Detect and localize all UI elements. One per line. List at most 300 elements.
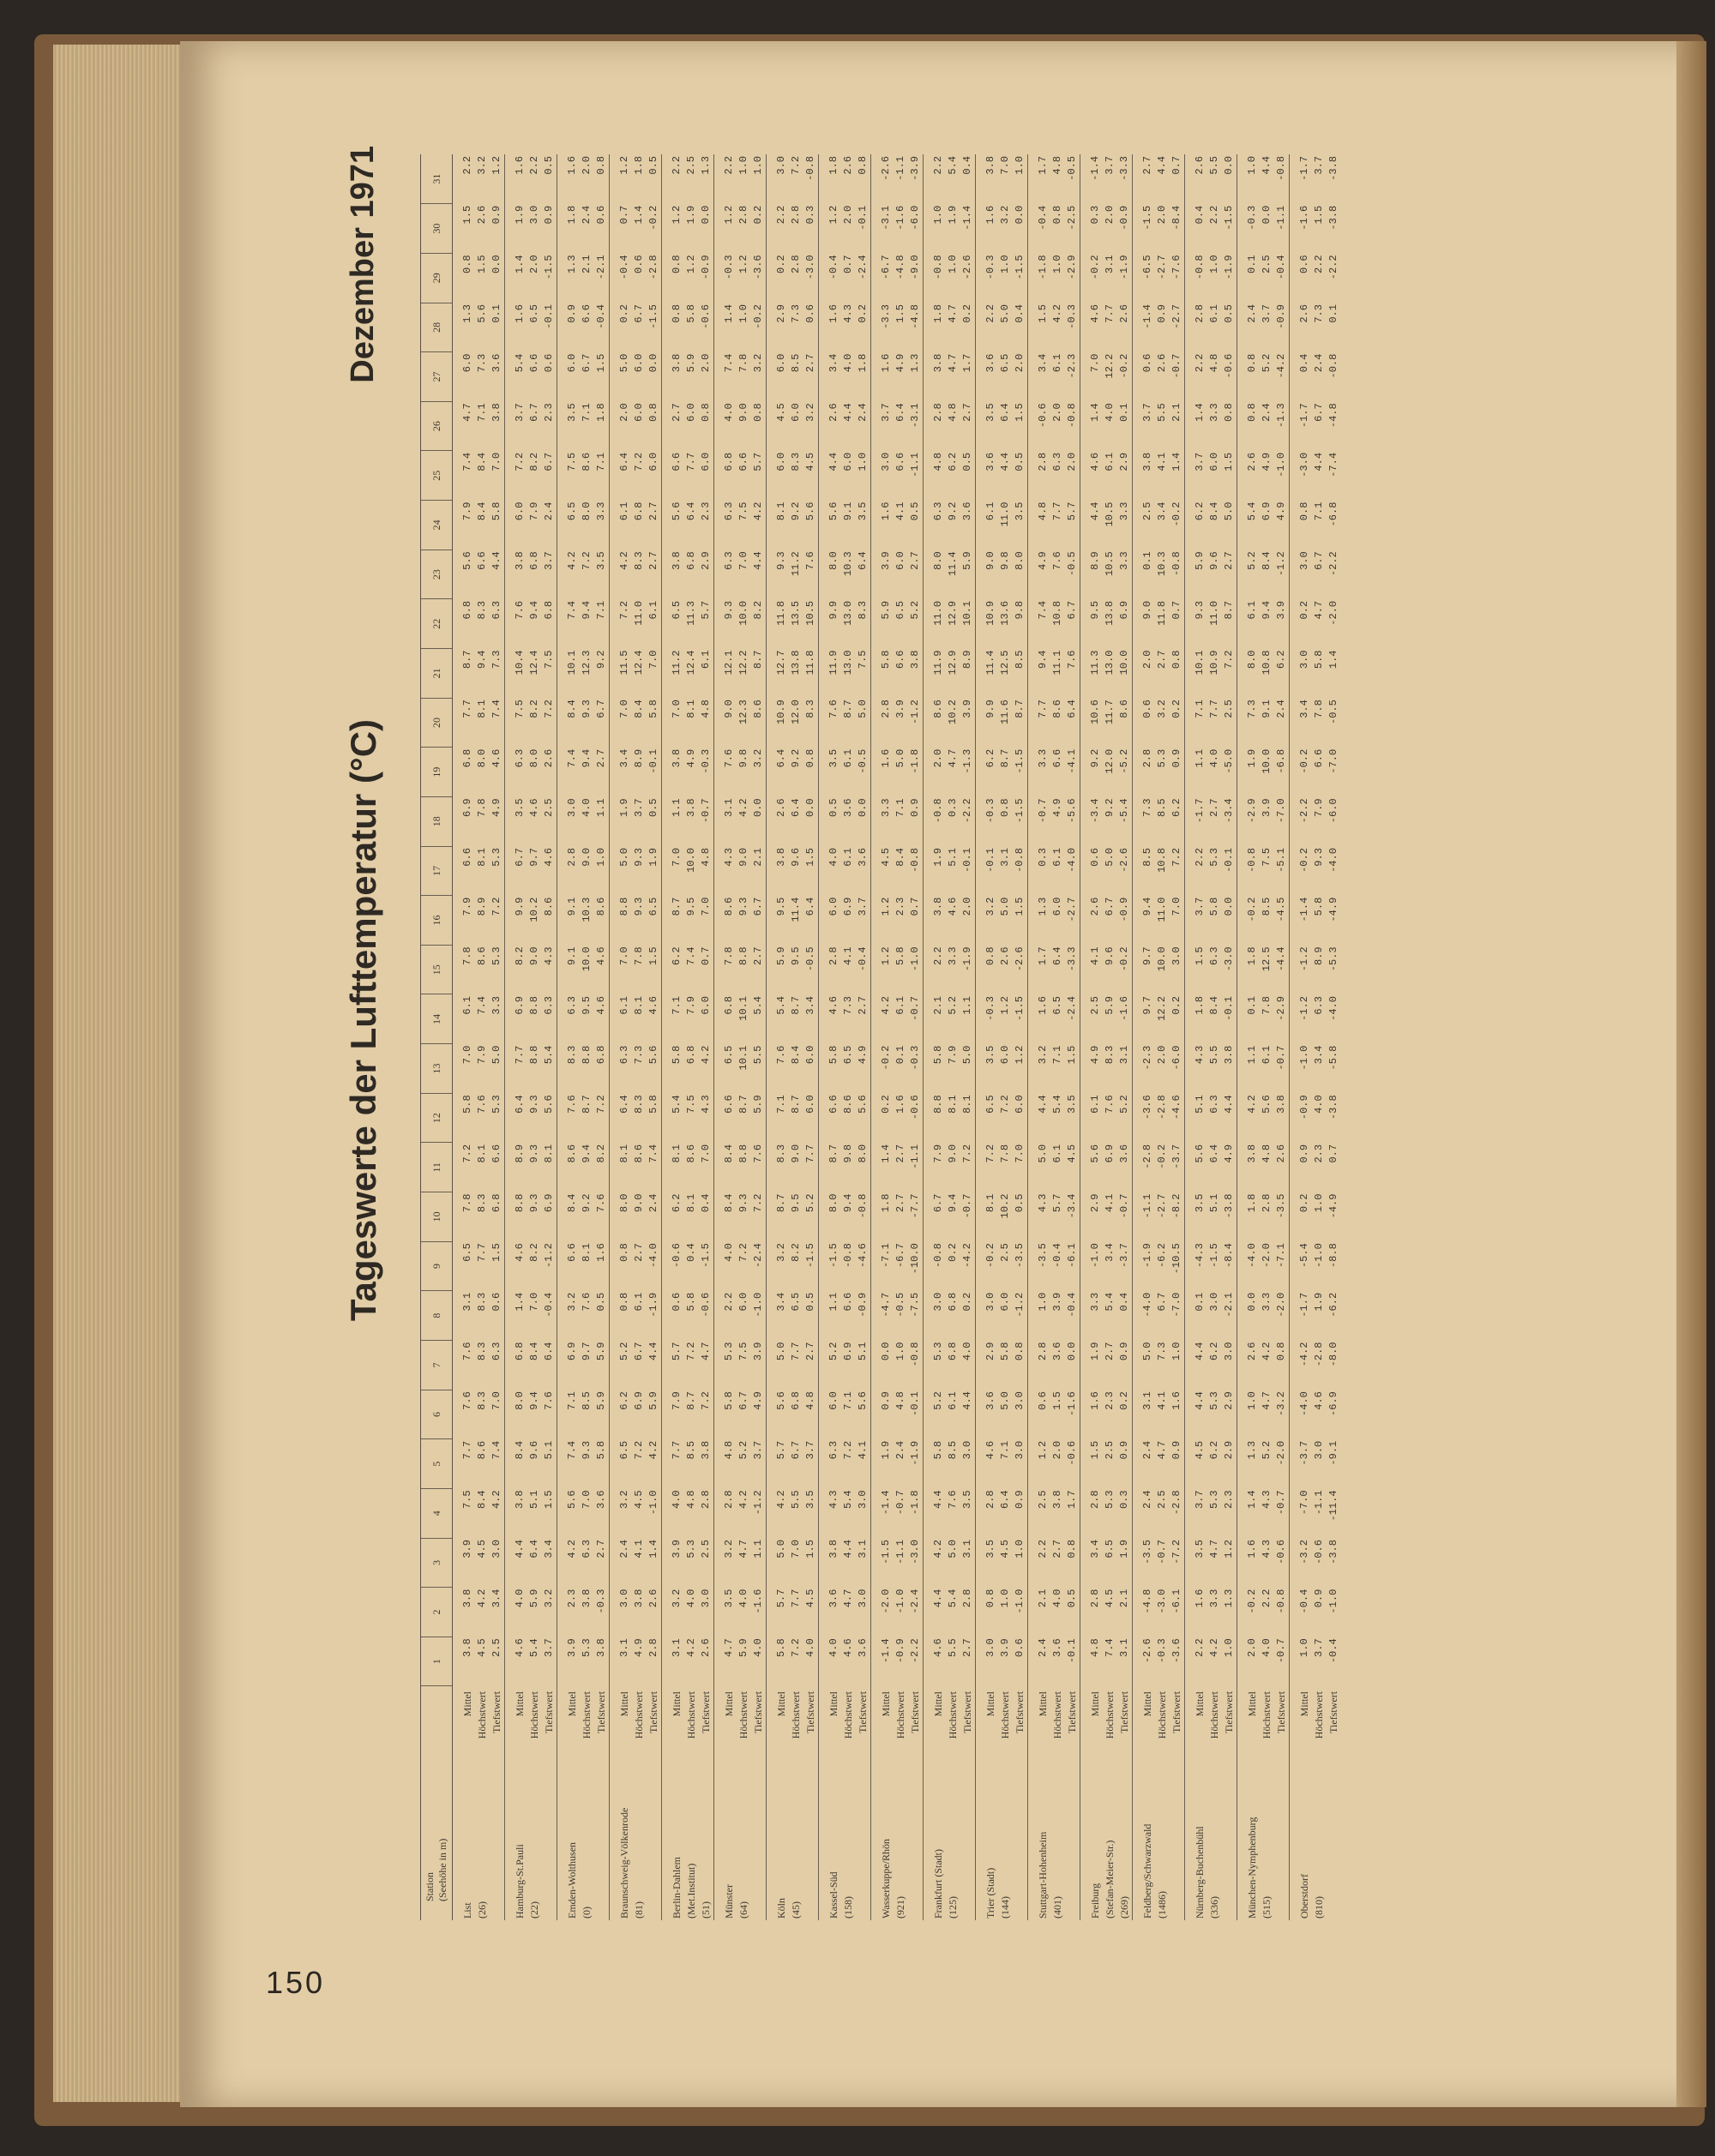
temperature-cell: 1.0 [1237, 1390, 1261, 1439]
temperature-cell: 12.5 [999, 650, 1011, 676]
temperature-cell: 7.2 [461, 1144, 473, 1163]
temperature-cell: 9.3 [737, 1193, 749, 1213]
row-label: Mittel [871, 1686, 894, 1756]
temperature-cell: -5.2 [1118, 748, 1130, 774]
temperature-cell: 0.1 [490, 304, 502, 323]
temperature-cell: -8.4 [1170, 205, 1182, 231]
temperature-cell: 1.6 [1237, 1538, 1261, 1588]
temperature-cell: 7.2 [505, 451, 528, 501]
temperature-cell: 3.8 [461, 1638, 473, 1657]
temperature-cell: 4.0 [804, 1638, 816, 1657]
temperature-cell: 9.9 [505, 896, 528, 946]
temperature-cell: 5.4 [947, 1588, 959, 1608]
temperature-cell: -7.1 [1275, 1243, 1287, 1269]
temperature-cell: 1.0 [1237, 154, 1261, 204]
temperature-cell: 7.2 [737, 1243, 749, 1262]
temperature-cell: 7.2 [700, 1391, 712, 1410]
temperature-cell: -0.5 [804, 946, 816, 972]
station-name: Hamburg-St.Pauli [505, 1756, 528, 1920]
temperature-cell: 2.9 [976, 1340, 999, 1390]
temperature-cell: 3.8 [767, 846, 790, 896]
temperature-cell: 7.0 [581, 1490, 593, 1510]
temperature-cell: 0.9 [1170, 748, 1182, 768]
temperature-cell: 8.7 [685, 1391, 697, 1410]
temperature-cell: 9.7 [1133, 945, 1156, 994]
temperature-cell: 7.6 [804, 551, 816, 570]
temperature-cell: 8.7 [1223, 600, 1235, 620]
temperature-cell: 2.5 [1223, 700, 1235, 718]
temperature-cell: 3.7 [633, 798, 645, 818]
temperature-cell: 0.8 [1014, 1342, 1026, 1361]
table-row [1222, 154, 1237, 1920]
temperature-cell: 12.2 [1156, 996, 1168, 1021]
temperature-cell: 0.2 [752, 205, 764, 225]
temperature-cell: 7.1 [581, 403, 593, 422]
temperature-cell: 6.7 [1066, 600, 1078, 620]
temperature-cell: -3.3 [1118, 156, 1130, 181]
temperature-cell: 4.4 [1080, 501, 1104, 550]
day-header: 11 [421, 1143, 453, 1192]
temperature-cell: 1.2 [871, 896, 894, 946]
temperature-cell: 4.2 [647, 1440, 659, 1460]
temperature-cell: 0.0 [1237, 1291, 1261, 1341]
temperature-cell: 8.7 [819, 1143, 842, 1192]
temperature-cell: 8.4 [528, 1342, 540, 1361]
table-row [490, 154, 505, 1920]
temperature-cell: 1.4 [647, 1540, 659, 1558]
temperature-cell: -3.8 [1327, 1540, 1339, 1564]
temperature-cell: 6.5 [999, 353, 1011, 373]
temperature-cell: -0.6 [1028, 401, 1051, 451]
temperature-cell: 7.1 [557, 1390, 581, 1439]
temperature-cell: 1.0 [595, 848, 607, 867]
temperature-cell: 1.3 [557, 253, 581, 303]
temperature-cell: 2.6 [1290, 303, 1313, 352]
temperature-cell: 5.0 [767, 1340, 790, 1390]
temperature-cell: 7.9 [947, 1045, 959, 1065]
station-spacer [542, 1756, 557, 1920]
temperature-cell: 4.4 [842, 403, 854, 422]
temperature-cell: 9.2 [790, 748, 802, 768]
temperature-cell: -0.2 [1290, 846, 1313, 896]
temperature-cell: -2.4 [857, 255, 869, 280]
temperature-cell: 10.9 [976, 599, 999, 649]
temperature-cell: 5.0 [857, 700, 869, 718]
temperature-cell: 2.8 [790, 205, 802, 225]
row-label: Tiefstwert [490, 1691, 502, 1733]
temperature-cell: 4.4 [490, 551, 502, 570]
temperature-cell: 4.6 [595, 996, 607, 1015]
temperature-cell: -0.6 [1223, 353, 1235, 379]
temperature-cell: 12.1 [714, 649, 737, 699]
temperature-cell: 7.6 [543, 1391, 555, 1410]
temperature-cell: 2.8 [924, 401, 947, 451]
temperature-cell: 7.8 [999, 1144, 1011, 1163]
page-number: 150 [266, 1965, 326, 2000]
station-elevation: (269) [1118, 1896, 1130, 1919]
temperature-cell: 1.0 [1223, 1638, 1235, 1657]
temperature-cell: 4.4 [1223, 1095, 1235, 1114]
temperature-cell: 4.4 [647, 1342, 659, 1361]
temperature-cell: 7.7 [662, 1439, 685, 1489]
table-row [894, 154, 908, 1920]
temperature-cell: 2.2 [662, 154, 685, 204]
temperature-cell: 6.0 [804, 1045, 816, 1065]
temperature-cell: 6.6 [528, 353, 540, 373]
temperature-cell: 0.4 [1185, 204, 1208, 254]
temperature-cell: 3.6 [819, 1588, 842, 1637]
temperature-cell: 2.0 [924, 748, 947, 797]
temperature-cell: 6.5 [557, 501, 581, 550]
temperature-cell: 4.2 [737, 798, 749, 818]
temperature-cell: -2.6 [1133, 1637, 1156, 1686]
temperature-cell: 7.2 [543, 700, 555, 718]
temperature-cell: 11.0 [999, 501, 1011, 527]
temperature-cell: 9.4 [1133, 896, 1156, 946]
temperature-cell: -0.6 [1275, 1540, 1287, 1564]
temperature-cell: -1.7 [1290, 154, 1313, 204]
temperature-cell: 8.9 [476, 897, 488, 916]
temperature-cell: 10.2 [528, 897, 540, 922]
temperature-cell: 8.3 [476, 1292, 488, 1312]
temperature-cell: -1.5 [871, 1538, 894, 1588]
temperature-cell: 0.3 [1118, 1490, 1130, 1510]
station-spacer [960, 1756, 976, 1920]
temperature-cell: 3.0 [857, 1588, 869, 1608]
row-label: Höchstwert [1313, 1691, 1325, 1739]
temperature-cell: 8.2 [528, 700, 540, 718]
temperature-cell: 7.5 [737, 1342, 749, 1361]
temperature-cell: 2.7 [909, 551, 921, 570]
temperature-cell: 0.6 [1014, 1638, 1026, 1657]
temperature-cell: 6.3 [1051, 452, 1063, 471]
temperature-cell: 2.6 [1237, 1340, 1261, 1390]
temperature-cell: 5.0 [999, 304, 1011, 323]
temperature-cell: 4.1 [1156, 452, 1168, 471]
temperature-cell: 4.0 [842, 353, 854, 373]
temperature-cell: 6.1 [1051, 848, 1063, 867]
temperature-cell: 8.1 [961, 1095, 973, 1114]
temperature-cell: -2.0 [871, 1588, 894, 1637]
temperature-cell: 3.9 [894, 700, 906, 718]
temperature-cell: 8.4 [1208, 996, 1220, 1015]
temperature-cell: -0.1 [543, 304, 555, 329]
temperature-cell: 0.8 [976, 1588, 999, 1637]
temperature-cell: 1.0 [1290, 1637, 1313, 1686]
temperature-cell: 3.9 [662, 1538, 685, 1588]
temperature-cell: 8.0 [819, 1192, 842, 1242]
temperature-cell: 7.4 [1028, 599, 1051, 649]
temperature-cell: 1.4 [1170, 452, 1182, 471]
temperature-cell: 4.9 [490, 798, 502, 818]
temperature-cell: -1.4 [1080, 154, 1104, 204]
station-elevation: (810) [1313, 1896, 1325, 1919]
temperature-cell: 0.6 [543, 353, 555, 373]
table-row [960, 154, 976, 1920]
table-row [699, 154, 714, 1920]
temperature-cell: 6.0 [1014, 1095, 1026, 1114]
temperature-cell: 6.6 [662, 451, 685, 501]
temperature-cell: 3.5 [1185, 1538, 1208, 1588]
temperature-cell: 6.3 [1313, 996, 1325, 1015]
temperature-cell: -1.4 [1290, 896, 1313, 946]
temperature-cell: 6.0 [819, 896, 842, 946]
temperature-cell: 3.3 [595, 501, 607, 521]
temperature-cell: 6.0 [647, 452, 659, 471]
temperature-cell: 4.3 [714, 846, 737, 896]
temperature-cell: 4.1 [1104, 1193, 1116, 1213]
temperature-cell: -2.2 [1327, 255, 1339, 280]
temperature-cell: -0.8 [1327, 353, 1339, 379]
temperature-cell: 7.8 [476, 798, 488, 818]
temperature-cell: 4.2 [767, 1488, 790, 1538]
temperature-cell: 2.5 [543, 798, 555, 818]
temperature-cell: -9.1 [1327, 1440, 1339, 1466]
temperature-cell: 0.1 [894, 1045, 906, 1065]
temperature-cell: 3.8 [505, 550, 528, 599]
temperature-cell: 3.8 [581, 1588, 593, 1608]
temperature-cell: -3.4 [1066, 1193, 1078, 1219]
temperature-cell: 1.2 [685, 255, 697, 273]
temperature-cell: 7.2 [961, 1144, 973, 1163]
temperature-cell: 5.7 [767, 1439, 790, 1489]
table-row [1080, 154, 1104, 1920]
temperature-cell: 5.6 [461, 551, 473, 570]
temperature-cell: 5.8 [647, 700, 659, 718]
temperature-cell: 5.2 [610, 1340, 633, 1390]
temperature-cell: 9.9 [819, 599, 842, 649]
temperature-cell: -0.2 [871, 1044, 894, 1094]
temperature-cell: 5.1 [543, 1440, 555, 1460]
temperature-cell: 7.0 [610, 698, 633, 748]
day-header: 14 [421, 994, 453, 1044]
day-header: 16 [421, 896, 453, 946]
temperature-cell: 5.7 [700, 600, 712, 620]
temperature-cell: 3.0 [1014, 1391, 1026, 1410]
temperature-cell: 6.3 [714, 550, 737, 599]
temperature-cell: 8.6 [685, 1144, 697, 1163]
temperature-cell: -2.2 [909, 1638, 921, 1664]
temperature-cell: -0.7 [894, 1490, 906, 1516]
temperature-cell: 7.8 [633, 946, 645, 965]
temperature-cell: 2.2 [1208, 205, 1220, 225]
temperature-cell: 2.3 [894, 897, 906, 916]
temperature-cell: 4.0 [752, 1638, 764, 1657]
temperature-cell: -3.5 [1133, 1538, 1156, 1588]
temperature-cell: 6.4 [543, 1342, 555, 1361]
temperature-cell: 1.5 [595, 353, 607, 373]
temperature-cell: -4.1 [1066, 748, 1078, 774]
temperature-cell: 3.7 [1313, 1638, 1325, 1657]
temperature-cell: 1.6 [505, 154, 528, 204]
temperature-cell: 3.8 [505, 1488, 528, 1538]
temperature-cell: 9.0 [947, 1144, 959, 1163]
temperature-cell: 1.3 [700, 156, 712, 175]
temperature-cell: -0.3 [700, 748, 712, 774]
temperature-cell: 8.8 [610, 896, 633, 946]
temperature-cell: 3.8 [662, 550, 685, 599]
temperature-cell: 2.2 [714, 154, 737, 204]
temperature-cell: 2.7 [894, 1144, 906, 1163]
temperature-cell: 0.7 [842, 255, 854, 273]
temperature-cell: -1.7 [1185, 796, 1208, 846]
day-header: 3 [421, 1538, 453, 1588]
temperature-cell: 5.8 [1313, 897, 1325, 916]
temperature-cell: 3.9 [961, 700, 973, 718]
temperature-cell: 6.7 [924, 1192, 947, 1242]
temperature-cell: 5.0 [1223, 501, 1235, 521]
temperature-cell: 2.3 [557, 1588, 581, 1637]
temperature-cell: 4.6 [924, 1637, 947, 1686]
temperature-cell: 4.5 [476, 1638, 488, 1657]
temperature-cell: 0.7 [1327, 1144, 1339, 1163]
temperature-cell: 5.7 [662, 1340, 685, 1390]
temperature-cell: 3.4 [543, 1540, 555, 1558]
temperature-cell: 2.5 [1104, 1440, 1116, 1460]
temperature-cell: 7.2 [685, 1342, 697, 1361]
temperature-cell: 9.2 [581, 1193, 593, 1213]
temperature-cell: 3.6 [961, 501, 973, 521]
temperature-cell: 12.3 [737, 700, 749, 724]
temperature-cell: -0.9 [1118, 205, 1130, 231]
temperature-cell: 3.9 [1261, 798, 1273, 818]
temperature-cell: 8.0 [476, 748, 488, 768]
temperature-cell: 0.0 [1014, 205, 1026, 225]
temperature-cell: 7.9 [461, 897, 473, 916]
temperature-cell: 6.0 [633, 403, 645, 422]
temperature-cell: -4.8 [909, 304, 921, 329]
temperature-cell: 6.3 [610, 1044, 633, 1094]
temperature-cell: 0.2 [1170, 700, 1182, 718]
temperature-cell: 4.0 [662, 1488, 685, 1538]
temperature-cell: 4.2 [610, 550, 633, 599]
temperature-cell: -3.0 [909, 1540, 921, 1564]
temperature-cell: 7.7 [461, 1440, 473, 1460]
temperature-cell: -6.1 [1066, 1243, 1078, 1269]
temperature-cell: 5.0 [947, 1540, 959, 1558]
temperature-cell: 3.8 [924, 352, 947, 402]
temperature-cell: 6.4 [685, 501, 697, 521]
temperature-cell: 1.3 [461, 304, 473, 323]
temperature-cell: 4.9 [1028, 550, 1051, 599]
temperature-cell: 1.2 [871, 945, 894, 994]
temperature-cell: 8.1 [662, 1143, 685, 1192]
temperature-cell: 2.6 [999, 946, 1011, 965]
table-row [1103, 154, 1117, 1920]
temperature-cell: 0.0 [1223, 897, 1235, 916]
temperature-cell: 12.7 [767, 649, 790, 699]
temperature-cell: 10.0 [737, 600, 749, 626]
temperature-cell: 1.0 [1051, 255, 1063, 273]
temperature-cell: -0.4 [819, 253, 842, 303]
day-header: 20 [421, 698, 453, 748]
temperature-cell: -4.0 [1133, 1291, 1156, 1341]
temperature-cell: -1.1 [894, 1540, 906, 1564]
temperature-cell: 4.7 [1156, 1440, 1168, 1460]
temperature-cell: 1.4 [1080, 401, 1104, 451]
temperature-cell: 5.2 [1118, 1095, 1130, 1114]
temperature-cell: -1.8 [909, 748, 921, 774]
temperature-cell: 9.0 [790, 1144, 802, 1163]
temperature-cell: 2.2 [1028, 1538, 1051, 1588]
temperature-cell: 7.6 [581, 1292, 593, 1312]
temperature-cell: 2.6 [476, 205, 488, 225]
row-label: Höchstwert [1208, 1691, 1220, 1739]
station-elevation: (158) [842, 1896, 854, 1919]
temperature-cell: -0.5 [1327, 700, 1339, 724]
temperature-cell: 3.7 [1185, 451, 1208, 501]
temperature-cell: 3.7 [1104, 156, 1116, 175]
temperature-cell: -0.1 [976, 846, 999, 896]
temperature-cell: 3.8 [924, 896, 947, 946]
temperature-cell: 5.8 [490, 501, 502, 521]
temperature-cell: 7.6 [557, 1093, 581, 1143]
temperature-cell: -0.5 [1066, 551, 1078, 577]
temperature-cell: 5.4 [1104, 1292, 1116, 1312]
temperature-cell: 8.3 [476, 1342, 488, 1361]
table-row [1237, 154, 1261, 1920]
temperature-cell: 6.9 [543, 1193, 555, 1213]
temperature-cell: 3.3 [1208, 1588, 1220, 1608]
temperature-cell: 7.0 [1014, 1144, 1026, 1163]
temperature-cell: 7.7 [790, 1588, 802, 1608]
temperature-cell: 1.1 [595, 798, 607, 818]
station-name: Berlin-Dahlem [662, 1756, 685, 1920]
day-header: 1 [421, 1637, 453, 1686]
temperature-cell: 3.6 [976, 1390, 999, 1439]
temperature-cell: 6.6 [461, 848, 473, 867]
temperature-cell: -6.9 [1327, 1391, 1339, 1416]
temperature-cell: 9.4 [581, 1144, 593, 1163]
temperature-cell: 7.0 [700, 897, 712, 916]
temperature-cell: 8.4 [1208, 501, 1220, 521]
temperature-cell: 7.9 [476, 1045, 488, 1065]
temperature-cell: 9.5 [767, 896, 790, 946]
temperature-cell: 4.4 [999, 452, 1011, 471]
temperature-cell: 11.4 [976, 649, 999, 699]
temperature-cell: 7.9 [528, 501, 540, 521]
temperature-cell: 2.8 [976, 1488, 999, 1538]
temperature-cell: -1.2 [1275, 551, 1287, 577]
temperature-cell: -1.5 [1014, 255, 1026, 280]
temperature-cell: 7.4 [557, 748, 581, 797]
temperature-cell: 5.8 [819, 1044, 842, 1094]
temperature-cell: 8.1 [767, 501, 790, 550]
temperature-cell: -0.4 [1066, 1292, 1078, 1318]
temperature-cell: 4.0 [1313, 1095, 1325, 1114]
temperature-cell: 7.3 [476, 353, 488, 373]
temperature-cell: 1.9 [924, 846, 947, 896]
station-elevation: (45) [790, 1901, 802, 1919]
temperature-cell: -2.3 [1133, 1044, 1156, 1094]
temperature-cell: 0.4 [1290, 352, 1313, 402]
temperature-cell: 9.3 [714, 599, 737, 649]
temperature-cell: 6.0 [819, 1390, 842, 1439]
temperature-cell: -10.0 [909, 1243, 921, 1275]
temperature-cell: -3.1 [909, 403, 921, 429]
temperature-cell: 3.7 [543, 551, 555, 570]
temperature-cell: -0.4 [857, 946, 869, 972]
table-row [505, 154, 528, 1920]
temperature-cell: 3.5 [595, 551, 607, 570]
temperature-cell: 9.9 [976, 698, 999, 748]
temperature-cell: 6.0 [685, 403, 697, 422]
temperature-cell: 4.6 [1313, 1391, 1325, 1410]
temperature-cell: 8.4 [476, 501, 488, 521]
temperature-cell: -0.4 [1290, 1588, 1313, 1637]
temperature-cell: 0.2 [857, 304, 869, 323]
temperature-cell: 7.2 [610, 599, 633, 649]
